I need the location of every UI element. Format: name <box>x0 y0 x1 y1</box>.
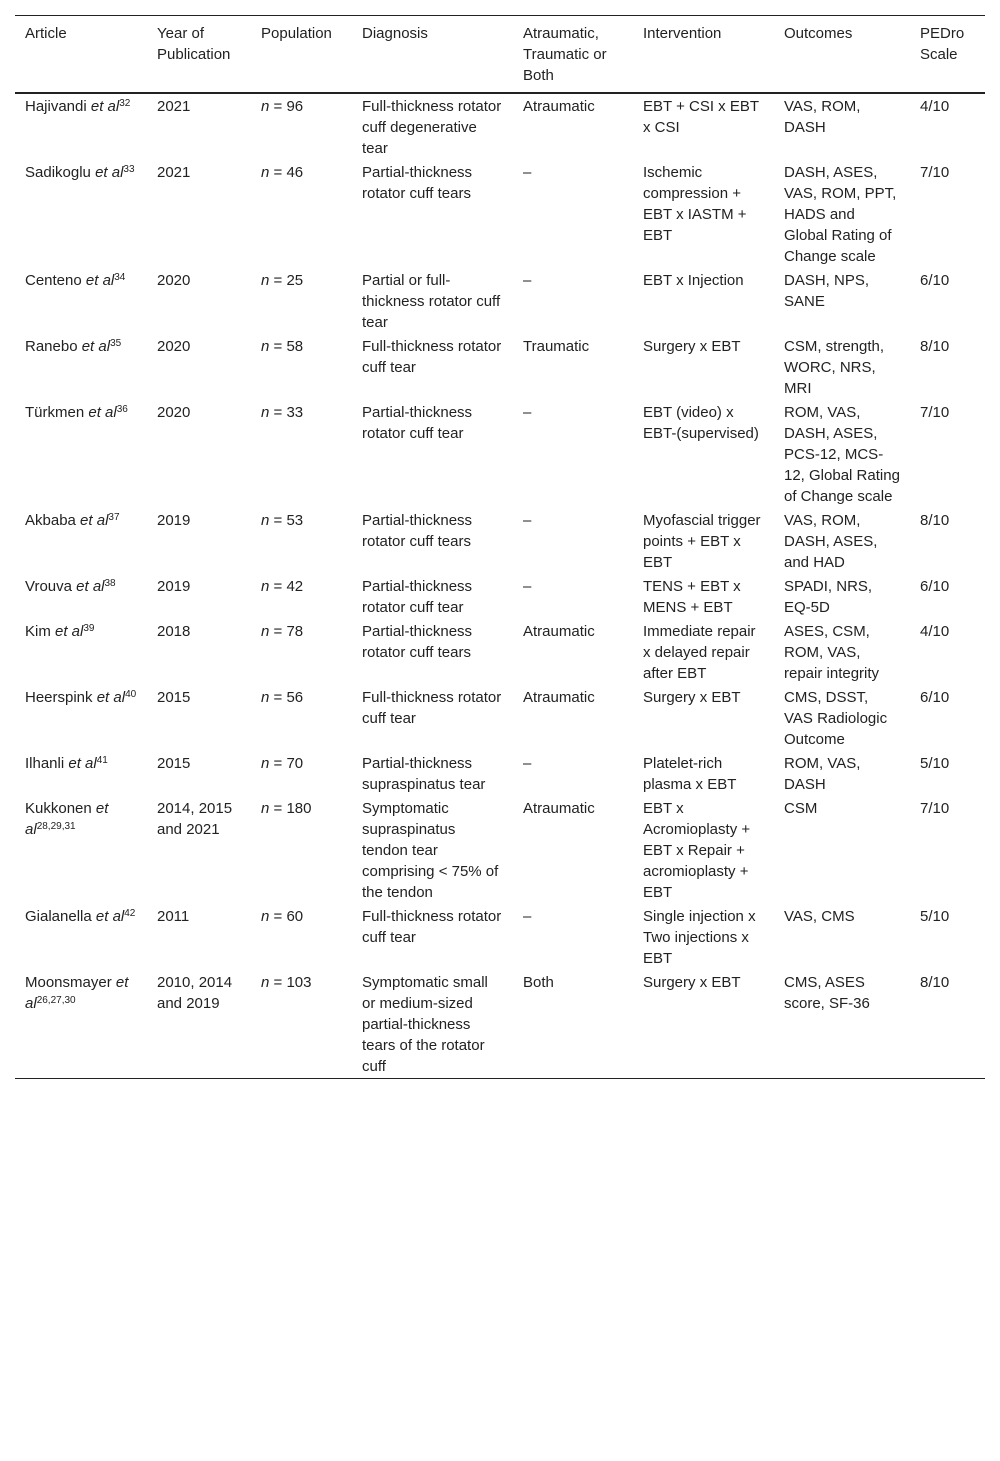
population-cell <box>251 574 352 619</box>
population-cell <box>251 685 352 751</box>
column-header: Atraumatic, Traumatic or Both <box>523 25 607 84</box>
table-row <box>15 400 985 508</box>
population-value: = 33 <box>269 404 304 421</box>
article-author: Hajivandi <box>25 98 91 115</box>
article-cell <box>15 400 147 508</box>
article-reference: 39 <box>83 623 95 634</box>
table-row <box>15 904 985 970</box>
article-reference: 41 <box>96 755 108 766</box>
population-value: = 103 <box>269 974 312 991</box>
article-cell <box>15 970 147 1079</box>
article-etal: et al <box>68 755 97 772</box>
article-author: Vrouva <box>25 578 77 595</box>
population-n: n <box>261 974 270 991</box>
column-header: PEDro Scale <box>920 25 965 63</box>
article-etal: et al <box>90 98 120 115</box>
column-header: Outcomes <box>784 25 853 42</box>
year-cell: 2021 <box>157 164 191 181</box>
article-etal: et al <box>25 974 129 1012</box>
year-cell: 2019 <box>157 578 191 595</box>
population-n: n <box>261 908 270 925</box>
trauma-type-cell: Atraumatic <box>523 623 595 640</box>
article-author: Centeno <box>25 272 86 289</box>
article-reference: 32 <box>119 98 131 109</box>
population-cell <box>251 619 352 685</box>
year-cell: 2015 <box>157 689 191 706</box>
diagnosis-cell: Partial-thickness supraspinatus tear <box>362 755 486 793</box>
diagnosis-cell: Partial-thickness rotator cuff tears <box>362 623 473 661</box>
article-author: Sadikoglu <box>25 164 96 181</box>
diagnosis-cell: Partial-thickness rotator cuff tears <box>362 164 473 202</box>
article-author: Akbaba <box>25 512 81 529</box>
year-cell: 2020 <box>157 338 191 355</box>
article-reference: 38 <box>104 578 116 589</box>
pedro-cell: 7/10 <box>920 164 950 181</box>
article-author: Gialanella <box>25 908 96 925</box>
intervention-cell: TENS + EBT x MENS + EBT <box>643 578 741 616</box>
diagnosis-cell: Partial-thickness rotator cuff tears <box>362 512 473 550</box>
article-etal: et al <box>55 623 84 640</box>
table-row <box>15 751 985 796</box>
population-value: = 70 <box>269 755 304 772</box>
population-cell <box>251 796 352 904</box>
population-n: n <box>261 404 270 421</box>
population-n: n <box>261 338 270 355</box>
outcomes-cell: VAS, CMS <box>784 908 855 925</box>
population-cell <box>251 268 352 334</box>
article-cell <box>15 619 147 685</box>
column-header: Diagnosis <box>362 25 428 42</box>
article-etal: et al <box>95 908 125 925</box>
article-author: Ranebo <box>25 338 82 355</box>
article-reference: 40 <box>125 689 137 700</box>
year-cell: 2019 <box>157 512 191 529</box>
article-reference: 35 <box>110 338 122 349</box>
year-cell: 2015 <box>157 755 191 772</box>
article-author: Heerspink <box>25 689 97 706</box>
article-etal: et al <box>95 164 124 181</box>
population-cell <box>251 904 352 970</box>
outcomes-cell: CSM, strength, WORC, NRS, MRI <box>784 338 885 397</box>
population-cell <box>251 400 352 508</box>
diagnosis-cell: Symptomatic supraspinatus tendon tear comprising < 75% of the tendon <box>362 800 499 901</box>
diagnosis-cell: Full-thickness rotator cuff degenerative tear <box>362 98 502 157</box>
studies-table <box>15 15 985 1079</box>
article-author: Kukkonen <box>25 800 96 817</box>
population-cell <box>251 93 352 160</box>
population-value: = 58 <box>269 338 304 355</box>
article-reference: 34 <box>114 272 126 283</box>
intervention-cell: EBT x Acromioplasty + EBT x Repair + acromioplasty + EBT <box>643 800 751 901</box>
population-value: = 180 <box>269 800 312 817</box>
trauma-type-cell: Traumatic <box>523 338 590 355</box>
article-cell <box>15 574 147 619</box>
diagnosis-cell: Full-thickness rotator cuff tear <box>362 338 502 376</box>
article-author: Kim <box>25 623 55 640</box>
pedro-cell: 6/10 <box>920 578 950 595</box>
table-row <box>15 619 985 685</box>
population-n: n <box>261 98 270 115</box>
population-value: = 42 <box>269 578 304 595</box>
article-reference: 28,29,31 <box>36 821 76 832</box>
article-cell <box>15 904 147 970</box>
population-n: n <box>261 689 270 706</box>
table-row <box>15 574 985 619</box>
population-value: = 46 <box>269 164 304 181</box>
population-n: n <box>261 800 270 817</box>
article-cell <box>15 93 147 160</box>
intervention-cell: EBT (video) x EBT-(supervised) <box>643 404 759 442</box>
article-etal: et al <box>88 404 117 421</box>
column-header: Intervention <box>643 25 722 42</box>
column-header: Article <box>25 25 67 42</box>
article-reference: 42 <box>124 908 136 919</box>
article-author: Moonsmayer <box>25 974 116 991</box>
population-cell <box>251 970 352 1079</box>
article-etal: et al <box>76 578 105 595</box>
diagnosis-cell: Symptomatic small or medium-sized partial-thickness tears of the rotator cuff <box>362 974 488 1075</box>
trauma-type-cell: – <box>523 164 532 181</box>
pedro-cell: 4/10 <box>920 98 950 115</box>
pedro-cell: 8/10 <box>920 338 950 355</box>
article-cell <box>15 751 147 796</box>
trauma-type-cell: Atraumatic <box>523 800 595 817</box>
outcomes-cell: ROM, VAS, DASH <box>784 755 861 793</box>
article-reference: 36 <box>116 404 128 415</box>
intervention-cell: Platelet-rich plasma x EBT <box>643 755 737 793</box>
trauma-type-cell: – <box>523 578 532 595</box>
outcomes-cell: ASES, CSM, ROM, VAS, repair integrity <box>784 623 880 682</box>
outcomes-cell: CMS, ASES score, SF-36 <box>784 974 870 1012</box>
intervention-cell: Myofascial trigger points + EBT x EBT <box>643 512 761 571</box>
article-reference: 33 <box>123 164 135 175</box>
intervention-cell: Surgery x EBT <box>643 974 741 991</box>
year-cell: 2018 <box>157 623 191 640</box>
trauma-type-cell: Atraumatic <box>523 98 595 115</box>
table-row <box>15 334 985 400</box>
intervention-cell: Surgery x EBT <box>643 338 741 355</box>
article-cell <box>15 685 147 751</box>
population-n: n <box>261 623 270 640</box>
article-cell <box>15 796 147 904</box>
article-cell <box>15 334 147 400</box>
year-cell: 2014, 2015 and 2021 <box>157 800 233 838</box>
table-body <box>15 93 985 1079</box>
article-reference: 37 <box>108 512 120 523</box>
trauma-type-cell: Atraumatic <box>523 689 595 706</box>
pedro-cell: 8/10 <box>920 512 950 529</box>
population-value: = 56 <box>269 689 304 706</box>
table-row <box>15 93 985 160</box>
diagnosis-cell: Full-thickness rotator cuff tear <box>362 689 502 727</box>
intervention-cell: Immediate repair x delayed repair after EBT <box>643 623 756 682</box>
population-value: = 60 <box>269 908 304 925</box>
article-cell <box>15 160 147 268</box>
article-etal: et al <box>85 272 115 289</box>
diagnosis-cell: Partial or full-thickness rotator cuff tear <box>362 272 501 331</box>
outcomes-cell: CMS, DSST, VAS Radiologic Outcome <box>784 689 888 748</box>
column-header: Year of Publication <box>157 25 231 63</box>
table-row <box>15 796 985 904</box>
article-reference: 26,27,30 <box>36 995 76 1006</box>
population-cell <box>251 751 352 796</box>
table-row <box>15 508 985 574</box>
diagnosis-cell: Partial-thickness rotator cuff tear <box>362 578 473 616</box>
year-cell: 2021 <box>157 98 191 115</box>
table-row <box>15 970 985 1079</box>
column-header: Population <box>261 25 332 42</box>
pedro-cell: 5/10 <box>920 755 950 772</box>
outcomes-cell: SPADI, NRS, EQ-5D <box>784 578 873 616</box>
article-etal: et al <box>80 512 109 529</box>
population-value: = 25 <box>269 272 304 289</box>
header-row <box>15 16 985 94</box>
outcomes-cell: VAS, ROM, DASH <box>784 98 861 136</box>
article-author: Ilhanli <box>25 755 69 772</box>
population-n: n <box>261 272 270 289</box>
population-n: n <box>261 512 270 529</box>
diagnosis-cell: Full-thickness rotator cuff tear <box>362 908 502 946</box>
outcomes-cell: VAS, ROM, DASH, ASES, and HAD <box>784 512 878 571</box>
outcomes-cell: DASH, ASES, VAS, ROM, PPT, HADS and Global Rating of Change scale <box>784 164 897 265</box>
population-cell <box>251 160 352 268</box>
population-cell <box>251 334 352 400</box>
article-etal: et al <box>81 338 111 355</box>
table-header <box>15 16 985 94</box>
article-etal: et al <box>96 689 126 706</box>
pedro-cell: 4/10 <box>920 623 950 640</box>
trauma-type-cell: Both <box>523 974 554 991</box>
pedro-cell: 6/10 <box>920 689 950 706</box>
population-value: = 96 <box>269 98 304 115</box>
pedro-cell: 8/10 <box>920 974 950 991</box>
intervention-cell: Surgery x EBT <box>643 689 741 706</box>
trauma-type-cell: – <box>523 908 532 925</box>
outcomes-cell: DASH, NPS, SANE <box>784 272 870 310</box>
intervention-cell: Ischemic compression + EBT x IASTM + EBT <box>643 164 747 244</box>
year-cell: 2010, 2014 and 2019 <box>157 974 233 1012</box>
year-cell: 2011 <box>157 908 190 925</box>
table-row <box>15 160 985 268</box>
article-author: Türkmen <box>25 404 89 421</box>
trauma-type-cell: – <box>523 404 532 421</box>
article-etal: et al <box>25 800 109 838</box>
outcomes-cell: ROM, VAS, DASH, ASES, PCS-12, MCS-12, Global Rating of Change scale <box>784 404 900 505</box>
population-value: = 78 <box>269 623 304 640</box>
population-n: n <box>261 578 270 595</box>
trauma-type-cell: – <box>523 755 532 772</box>
trauma-type-cell: – <box>523 512 532 529</box>
intervention-cell: EBT + CSI x EBT x CSI <box>643 98 759 136</box>
table-container <box>15 15 985 1079</box>
year-cell: 2020 <box>157 404 191 421</box>
article-cell <box>15 508 147 574</box>
trauma-type-cell: – <box>523 272 532 289</box>
population-n: n <box>261 755 270 772</box>
pedro-cell: 7/10 <box>920 800 950 817</box>
pedro-cell: 5/10 <box>920 908 950 925</box>
table-row <box>15 268 985 334</box>
pedro-cell: 7/10 <box>920 404 950 421</box>
population-n: n <box>261 164 270 181</box>
year-cell: 2020 <box>157 272 191 289</box>
diagnosis-cell: Partial-thickness rotator cuff tear <box>362 404 473 442</box>
table-row <box>15 685 985 751</box>
pedro-cell: 6/10 <box>920 272 950 289</box>
intervention-cell: Single injection x Two injections x EBT <box>643 908 756 967</box>
population-value: = 53 <box>269 512 304 529</box>
population-cell <box>251 508 352 574</box>
article-cell <box>15 268 147 334</box>
outcomes-cell: CSM <box>784 800 818 817</box>
intervention-cell: EBT x Injection <box>643 272 744 289</box>
